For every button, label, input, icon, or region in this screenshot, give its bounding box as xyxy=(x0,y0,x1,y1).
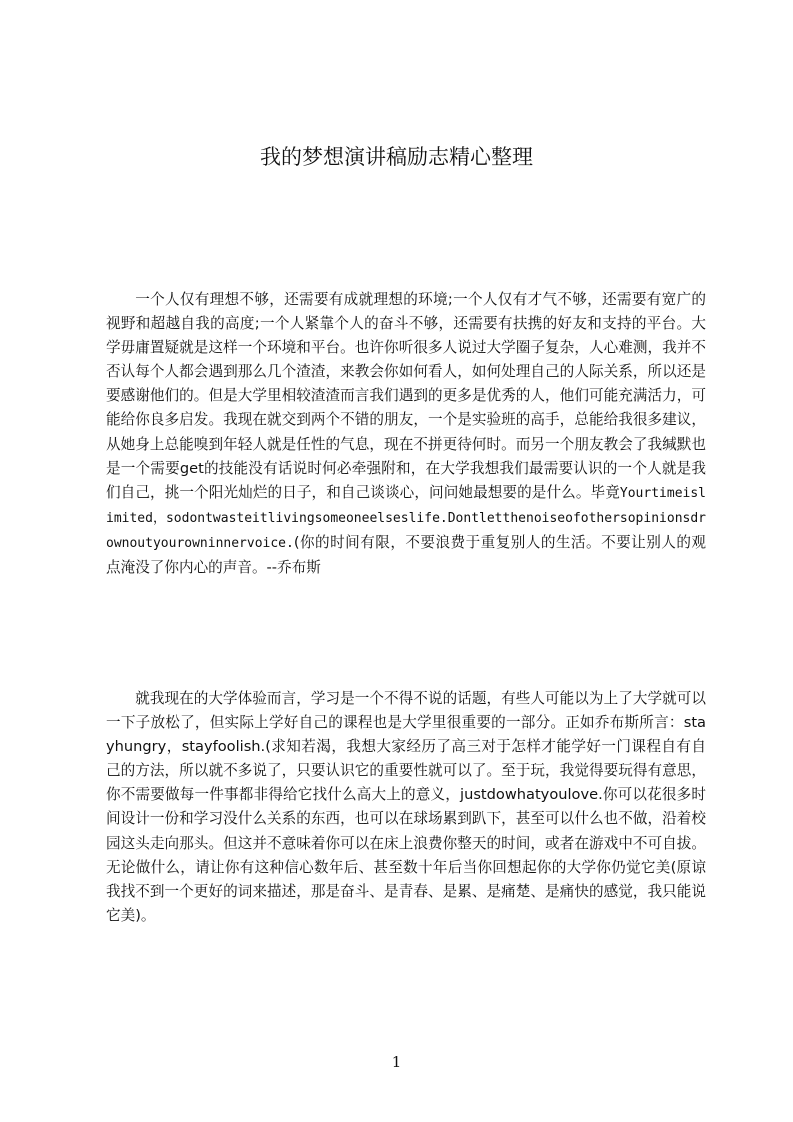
paragraph-2-text: 就我现在的大学体验而言，学习是一个不得不说的话题，有些人可能以为上了大学就可以一下子放松了，但实际上学好自己的课程也是大学里很重要的一部分。正如乔布斯所言：stayhungry，stayfoolish.(求知若渴，我想大家经历了高三对于怎样才能学好一门课程自有自己的方法，所以就不多说了，只要认识它的重要性就可以了。至于玩，我觉得要玩得有意思，你不需要做每一件事都非得给它找什么高大上的意义，justdowhatyoulove.你可以花很多时间设计一份和学习没什么关系的东西，也可以在球场累到趴下，甚至可以什么也不做，沿着校园这头走向那头。但这并不意味着你可以在床上浪费你整天的时间，或者在游戏中不可自拔。无论做什么，请让你有这种信心数年后、甚至数十年后当你回想起你的大学你仍觉它美(原谅我找不到一个更好的词来描述，那是奋斗、是青春、是累、是痛楚、是痛快的感觉，我只能说它美)。 xyxy=(106,690,706,924)
paragraph-2 xyxy=(106,687,706,928)
document-title: 我的梦想演讲稿励志精心整理 xyxy=(260,145,533,169)
jobs-quote-english: Yourtimeislimited，sodontwasteitlivingsomeoneelseslife.Dontletthenoiseofothersopinionsdrownoutyourowninnervoice. xyxy=(106,485,706,551)
paragraph-1 xyxy=(106,288,706,580)
jobs-quote-translation: (你的时间有限，不要浪费于重复别人的生活。不要让别人的观点淹没了你内心的声音。--乔布斯 xyxy=(106,533,706,577)
paragraph-1-lead: 一个人仅有理想不够，还需要有成就理想的环境;一个人仅有才气不够，还需要有宽广的视野和超越自我的高度;一个人紧靠个人的奋斗不够，还需要有扶携的好友和支持的平台。大学毋庸置疑就是这样一个环境和平台。也许你听很多人说过大学圈子复杂，人心难测，我并不否认每个人都会遇到那么几个渣渣，来教会你如何看人，如何处理自己的人际关系，所以还是要感谢他们的。但是大学里相较渣渣而言我们遇到的更多是优秀的人，他们可能充满活力，可能给你良多启发。我现在就交到两个不错的朋友，一个是实验班的高手，总能给我很多建议，从她身上总能嗅到年轻人就是任性的气息，现在不拼更待何时。而另一个朋友教会了我缄默也是一个需要get的技能没有话说时何必牵强附和，在大学我想我们最需要认识的一个人就是我们自己，挑一个阳光灿烂的日子，和自己谈谈心，问问她最想要的是什么。毕竟 xyxy=(106,291,706,501)
page-number: 1 xyxy=(391,1053,402,1071)
paragraph-1-text xyxy=(106,288,706,580)
